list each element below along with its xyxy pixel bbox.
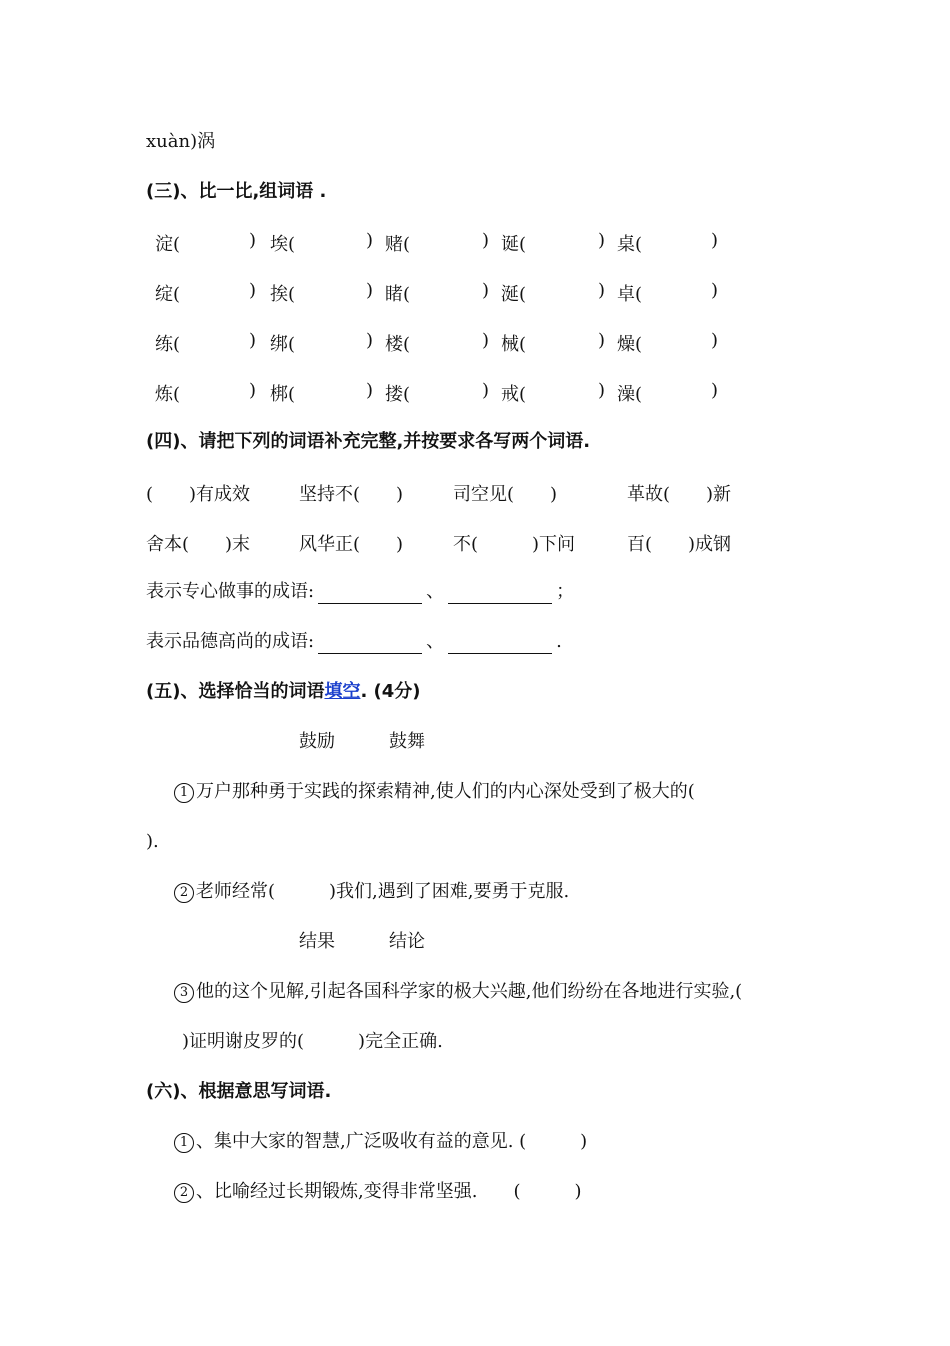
grid-cell-close: ): [598, 380, 606, 401]
section-5-heading: [146, 680, 421, 704]
grid-cell: 械(: [501, 334, 527, 355]
question-text: 老师经常( )我们,遇到了困难,要勇于克服.: [196, 881, 570, 902]
grid-cell: 埃(: [270, 234, 296, 255]
answer-blank[interactable]: [318, 635, 422, 654]
grid-cell-close: ): [482, 380, 490, 401]
grid-cell: 戒(: [501, 384, 527, 405]
grid-cell-close: ): [366, 280, 374, 301]
grid-cell: 桌(: [617, 234, 643, 255]
grid-cell-close: ): [249, 330, 257, 351]
meaning-question-1: [174, 1130, 587, 1154]
grid-cell-close: ): [249, 380, 257, 401]
grid-cell: 练(: [155, 334, 181, 355]
question-2: [174, 880, 569, 904]
grid-cell: 涎(: [501, 284, 527, 305]
noble-character-idioms-line: [146, 630, 562, 654]
top-fragment: xuàn)涡: [146, 131, 216, 152]
noble-character-label: 表示品德高尚的成语:: [146, 631, 315, 652]
section-6-heading: (六)、根据意思写词语.: [146, 1081, 332, 1102]
question-1: [174, 780, 695, 804]
circled-number: 2: [174, 1183, 194, 1203]
section-5-heading-score: . (4分): [360, 681, 421, 702]
grid-cell-close: ): [366, 380, 374, 401]
grid-cell-close: ): [711, 230, 719, 251]
grid-cell: 挨(: [270, 284, 296, 305]
grid-cell-close: ): [711, 280, 719, 301]
grid-cell-close: ): [598, 230, 606, 251]
grid-cell-close: ): [482, 280, 490, 301]
question-3-continued: )证明谢皮罗的( )完全正确.: [182, 1031, 443, 1052]
grid-cell: 搂(: [385, 384, 411, 405]
separator: 、: [426, 581, 445, 602]
grid-cell-close: ): [711, 330, 719, 351]
grid-cell-close: ): [711, 380, 719, 401]
circled-number: 1: [174, 1133, 194, 1153]
grid-cell: 淀(: [155, 234, 181, 255]
section-5-heading-text: (五)、选择恰当的词语: [146, 681, 325, 702]
answer-blank[interactable]: [448, 585, 552, 604]
section-4-heading: (四)、请把下列的词语补充完整,并按要求各写两个词语.: [146, 431, 591, 452]
grid-cell: 绑(: [270, 334, 296, 355]
idiom-fill-item: 革故( )新: [627, 484, 732, 505]
grid-cell-close: ): [598, 330, 606, 351]
grid-cell: 赌(: [385, 234, 411, 255]
idiom-fill-item: 舍本( )末: [146, 534, 251, 555]
grid-cell: 卓(: [617, 284, 643, 305]
grid-cell-close: ): [366, 230, 374, 251]
grid-cell: 澡(: [617, 384, 643, 405]
focused-work-idioms-line: [146, 580, 574, 604]
idiom-fill-item: 司空见( ): [453, 484, 558, 505]
fill-blank-link[interactable]: 填空: [324, 681, 361, 702]
question-text: 万户那种勇于实践的探索精神,使人们的内心深处受到了极大的(: [196, 781, 695, 802]
circled-number: 3: [174, 983, 194, 1003]
grid-cell-close: ): [249, 230, 257, 251]
grid-cell: 梆(: [270, 384, 296, 405]
question-text: 、集中大家的智慧,广泛吸收有益的意见. ( ): [196, 1131, 588, 1152]
grid-cell: 睹(: [385, 284, 411, 305]
line-end: ；: [556, 581, 575, 602]
circled-number: 1: [174, 783, 194, 803]
grid-cell: 诞(: [501, 234, 527, 255]
grid-cell: 楼(: [385, 334, 411, 355]
idiom-fill-item: 坚持不( ): [299, 484, 404, 505]
focused-work-label: 表示专心做事的成语:: [146, 581, 315, 602]
grid-cell-close: ): [482, 330, 490, 351]
meaning-question-2: [174, 1180, 582, 1204]
word-choices-2: 结果 结论: [299, 931, 425, 952]
idiom-fill-item: ( )有成效: [146, 484, 251, 505]
grid-cell-close: ): [366, 330, 374, 351]
word-choices-1: 鼓励 鼓舞: [299, 731, 425, 752]
separator: 、: [426, 631, 445, 652]
answer-blank[interactable]: [318, 585, 422, 604]
grid-cell: 炼(: [155, 384, 181, 405]
section-3-heading: (三)、比一比,组词语 .: [146, 181, 327, 202]
question-text: 、比喻经过长期锻炼,变得非常坚强. ( ): [196, 1181, 582, 1202]
question-text: 他的这个见解,引起各国科学家的极大兴趣,他们纷纷在各地进行实验,(: [196, 981, 743, 1002]
grid-cell-close: ): [249, 280, 257, 301]
grid-cell: 绽(: [155, 284, 181, 305]
grid-cell-close: ): [598, 280, 606, 301]
question-3: [174, 980, 742, 1004]
line-end: .: [556, 631, 562, 652]
idiom-fill-item: 百( )成钢: [627, 534, 732, 555]
grid-cell-close: ): [482, 230, 490, 251]
circled-number: 2: [174, 883, 194, 903]
grid-cell: 燥(: [617, 334, 643, 355]
idiom-fill-item: 风华正( ): [299, 534, 404, 555]
answer-blank[interactable]: [448, 635, 552, 654]
idiom-fill-item: 不( )下问: [453, 534, 576, 555]
question-1-continued: ).: [146, 831, 159, 852]
